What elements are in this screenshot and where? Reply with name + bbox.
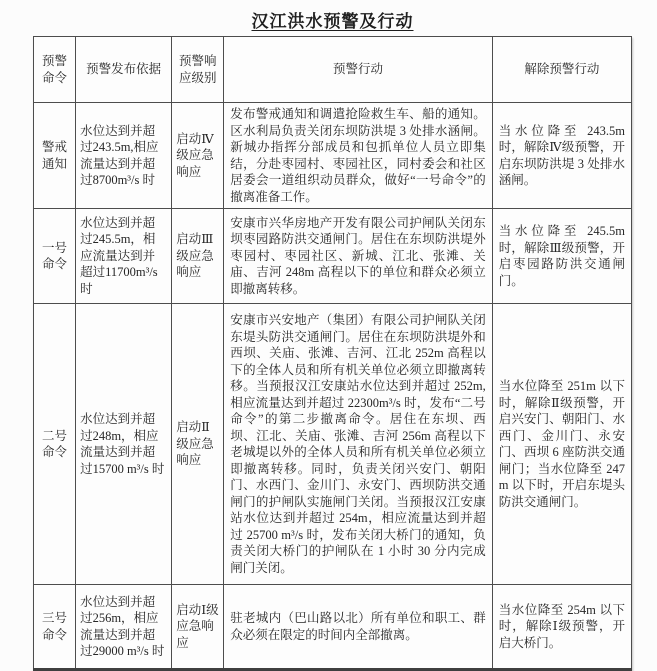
cell-basis: 水位达到并超过248m，相应流量达到并超过15700 m³/s 时 xyxy=(76,304,172,585)
table-row xyxy=(34,209,632,304)
flood-warning-table xyxy=(33,36,632,671)
col-header-release-action: 解除预警行动 xyxy=(492,37,631,103)
cell-action: 驻老城内（巴山路以北）所有单位和职工、群众必须在限定的时间内全部撤离。 xyxy=(224,585,492,670)
cell-release: 当水位降至 243.5m 时，解除Ⅳ级预警，开启东坝防洪堤 3 处排水涵闸。 xyxy=(492,103,631,209)
cell-command: 二号命令 xyxy=(34,304,76,585)
cell-basis: 水位达到并超过256m，相应流量达到并超过29000 m³/s 时 xyxy=(76,585,172,670)
cell-basis: 水位达到并超过243.5m,相应流量达到并超过8700m³/s 时 xyxy=(76,103,172,209)
col-header-warning-action: 预警行动 xyxy=(224,37,492,103)
cell-command: 警戒通知 xyxy=(34,103,76,209)
table-row xyxy=(34,585,632,670)
cell-level: 启动Ⅰ级应急响应 xyxy=(172,585,224,670)
cell-release: 当水位降至 254m 以下时，解除Ⅰ级预警，开启大桥门。 xyxy=(492,585,631,670)
cell-action: 发布警戒通知和调遣抢险救生车、船的通知。区水利局负责关闭东坝防洪堤 3 处排水涵闸。新城办指挥分部成员和包抓单位人员立即集结，分赴枣园村、枣园社区，同村委会和社区居委会一道组织动员群众，做好“一号命令”的撤离准备工作。 xyxy=(224,103,492,209)
cell-command: 一号命令 xyxy=(34,209,76,304)
cell-release: 当水位降至 245.5m 时，解除Ⅲ级预警，开启枣园路防洪交通闸门。 xyxy=(492,209,631,304)
table-header-row xyxy=(34,37,632,103)
cell-basis: 水位达到并超过245.5m，相应流量达到并超过11700m³/s 时 xyxy=(76,209,172,304)
cell-level: 启动Ⅲ级应急响应 xyxy=(172,209,224,304)
cell-action: 安康市兴安地产（集团）有限公司护闸队关闭东堤头防洪交通闸门。居住在东坝防洪堤外和西坝、关庙、张滩、吉河、江北 252m 高程以下的全体人员和所有机关单位必须立即撤离转移。当预报汉江安康站水位达到并超过 252m, 相应流量达到并超过 22300m³/s 时，发布“二号命令”的第二步撤离命令。居住在东坝、西坝、江北、关庙、张滩、吉河 256m 高程以下老城堤以外的全体人员和所有机关单位必须立即撤离转移。同时，负责关闭兴安门、朝阳门、水西门、金川门、永安门、西坝防洪交通闸门的护闸队实施闸门关闭。当预报汉江安康站水位达到并超过 254m，相应流量达到并超过 25700 m³/s 时，发布关闭大桥门的通知，负责关闭大桥门的护闸队在 1 小时 30 分内完成闸门关闭。 xyxy=(224,304,492,585)
cell-level: 启动Ⅱ级应急响应 xyxy=(172,304,224,585)
cell-release: 当水位降至 251m 以下时，解除Ⅱ级预警，开启兴安门、朝阳门、水西门、金川门、永安门、西坝 6 座防洪交通闸门；当水位降至 247m 以下时，开启东堤头防洪交通闸门。 xyxy=(492,304,631,585)
page-title: 汉江洪水预警及行动 xyxy=(251,12,414,31)
table-row xyxy=(34,103,632,209)
col-header-issue-basis: 预警发布依据 xyxy=(76,37,172,103)
col-header-warning-command: 预警命令 xyxy=(34,37,76,103)
cell-action: 安康市兴华房地产开发有限公司护闸队关闭东坝枣园路防洪交通闸门。居住在东坝防洪堤外枣园村、枣园社区、新城、江北、张滩、关庙、吉河 248m 高程以下的单位和群众必须立即撤离转移。 xyxy=(224,209,492,304)
cell-level: 启动Ⅳ级应急响应 xyxy=(172,103,224,209)
cell-command: 三号命令 xyxy=(34,585,76,670)
table-row xyxy=(34,304,632,585)
col-header-response-level: 预警响应级别 xyxy=(172,37,224,103)
